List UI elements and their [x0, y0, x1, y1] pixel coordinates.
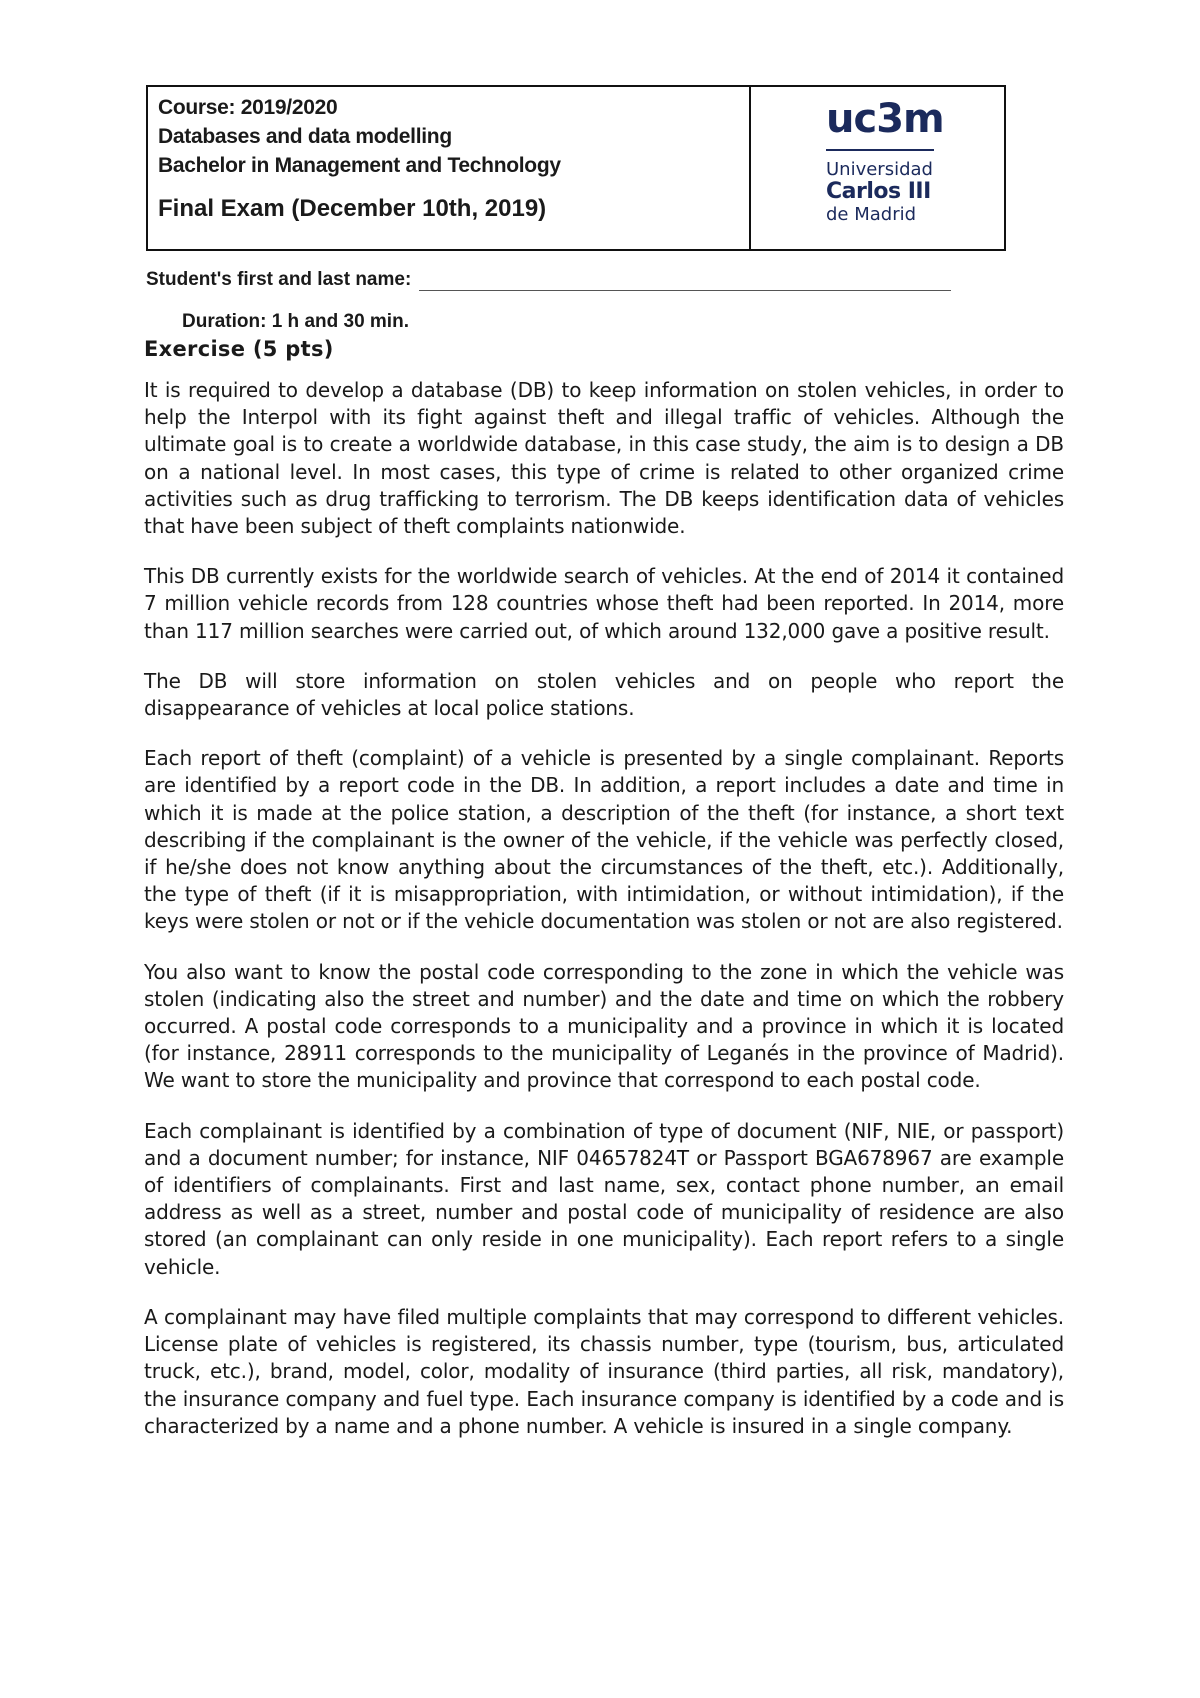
paragraph: A complainant may have filed multiple complaints that may correspond to different vehicles. License plate of vehicles is registered, its chassis number, type (tourism, bus, articulated truck, etc.), brand, model, color, modality of insurance (third parties, all risk, mandatory), the insurance company and fuel type. Each insurance company is identified by a code and is characterized by a name and a phone number. A vehicle is insured in a single company.: [144, 1304, 1064, 1438]
student-name-field[interactable]: [419, 268, 951, 291]
paragraph: The DB will store information on stolen vehicles and on people who report the disappearance of vehicles at local police stations.: [144, 668, 1064, 721]
exam-duration: Duration: 1 h and 30 min.: [182, 311, 409, 332]
exercise-title: Exercise (5 pts): [144, 337, 334, 361]
student-name-row: [146, 268, 951, 291]
paragraph: Each report of theft (complaint) of a vehicle is presented by a single complainant. Reports are identified by a report code in the DB. In addition, a report includes a date and time in which it is made at the police station, a description of the theft (for instance, a short text describing if the complainant is the owner of the vehicle, if the vehicle was perfectly closed, if he/she does not know anything about the circumstances of the theft, etc.). Additionally, the type of theft (if it is misappropriation, with intimidation, or without intimidation), if the keys were stolen or not or if the vehicle documentation was stolen or not are also registered.: [144, 746, 1064, 934]
course-degree: Bachelor in Management and Technology: [158, 154, 561, 177]
logo-divider: [826, 149, 934, 151]
paragraph: You also want to know the postal code corresponding to the zone in which the vehicle was stolen (indicating also the street and number) and the date and time on which the robbery occurred. A postal code corresponds to a municipality and a province in which it is located (for instance, 28911 corresponds to the municipality of Leganés in the province of Madrid). We want to store the municipality and province that correspond to each postal code.: [144, 959, 1064, 1093]
logo-university: Universidad: [826, 159, 933, 180]
logo-madrid: de Madrid: [826, 204, 917, 225]
logo-cell: [751, 87, 1004, 249]
exam-title: Final Exam (December 10th, 2019): [158, 195, 547, 222]
course-info: [148, 87, 751, 249]
paragraph: This DB currently exists for the worldwide search of vehicles. At the end of 2014 it contained 7 million vehicle records from 128 countries whose theft had been reported. In 2014, more than 117 million searches were carried out, of which around 132,000 gave a positive result.: [144, 564, 1064, 643]
logo-carlos: Carlos III: [826, 179, 931, 204]
paragraph: Each complainant is identified by a combination of type of document (NIF, NIE, or passport) and a document number; for instance, NIF 04657824T or Passport BGA678967 are example of identifiers of complainants. First and last name, sex, contact phone number, an email address as well as a street, number and postal code of municipality of residence are also stored (an complainant can only reside in one municipality). Each report refers to a single vehicle.: [144, 1118, 1064, 1279]
exam-header: [146, 85, 1006, 251]
logo-mark: uc3m: [826, 96, 944, 142]
university-logo: [826, 96, 966, 239]
paragraph: It is required to develop a database (DB) to keep information on stolen vehicles, in order to help the Interpol with its fight against theft and illegal traffic of vehicles. Although the ultimate goal is to create a worldwide database, in this case study, the aim is to design a DB on a national level. In most cases, this type of crime is related to other organized crime activities such as drug trafficking to terrorism. The DB keeps identification data of vehicles that have been subject of theft complaints nationwide.: [144, 378, 1064, 539]
course-subject: Databases and data modelling: [158, 125, 452, 148]
exercise-statement: [144, 377, 1064, 1463]
student-name-label: Student's first and last name:: [146, 269, 412, 290]
course-year: Course: 2019/2020: [158, 96, 338, 119]
